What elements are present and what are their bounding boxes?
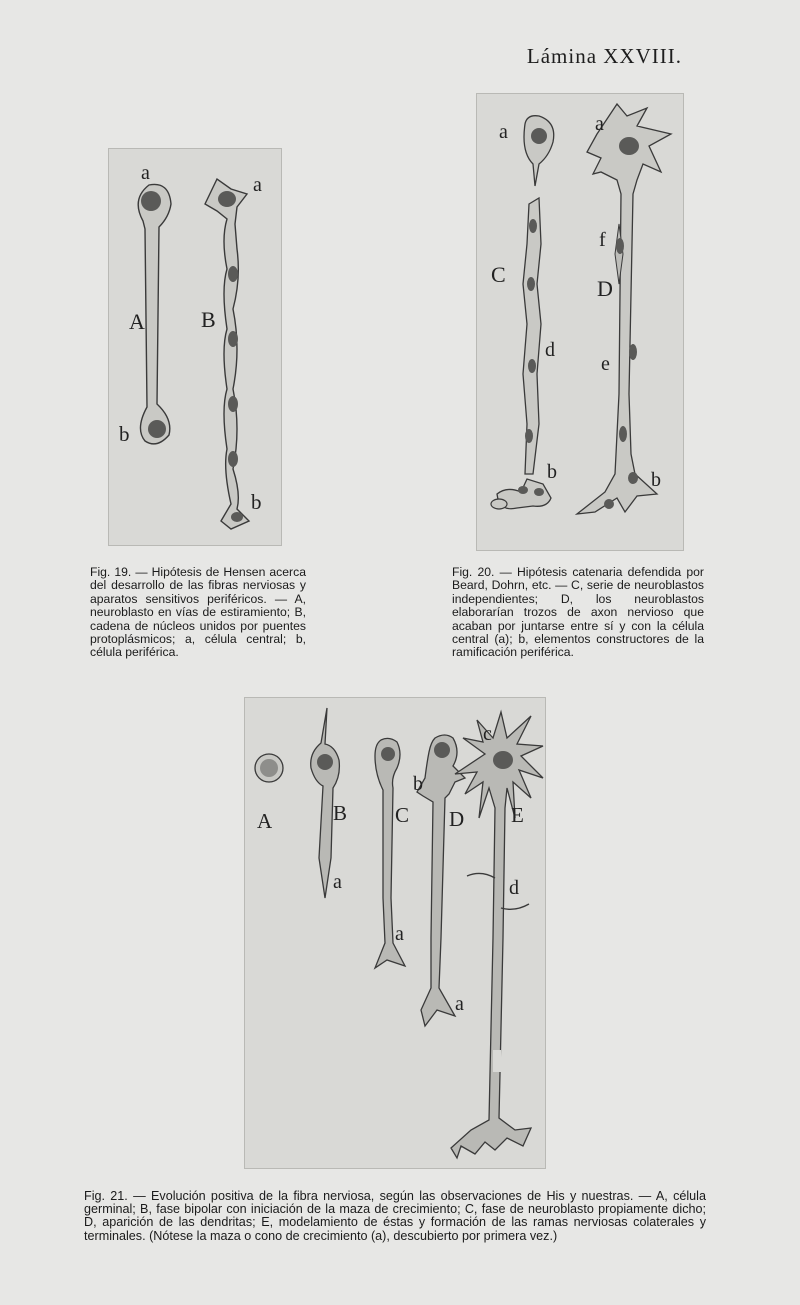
fig21-label-C: C [395, 803, 410, 827]
fig19-label-a-right: a [253, 174, 262, 196]
germinal-cell-a [255, 754, 283, 782]
neuron-with-dendrites-d [417, 735, 465, 1026]
fig20-label-b-left: b [547, 461, 557, 483]
fig21-label-c: c [483, 723, 492, 745]
fig19-label-B: B [201, 307, 216, 332]
figure-20-caption: Fig. 20. — Hipótesis catenaria defendida por Beard, Dohrn, etc. — C, serie de neuroblastos independientes; D, los neuroblastos elaborarían trozos de axon nervioso que acaban por juntarse entre sí y con la célula central (a); b, elementos constructores de la ramificación periférica. [452, 565, 704, 660]
plate-title: Lámina XXVIII. [526, 44, 682, 68]
fig21-label-B: B [333, 801, 348, 825]
fig20-label-e: e [601, 353, 610, 375]
fig21-label-b: b [413, 773, 423, 795]
fig20-label-d: d [545, 339, 555, 361]
fig21-label-a-3: a [455, 993, 464, 1015]
neuron-d-chain [577, 104, 671, 514]
fig19-label-b-left: b [119, 422, 130, 446]
fig19-label-A: A [129, 309, 145, 334]
fig21-label-D: D [449, 807, 465, 831]
figure-19-caption: Fig. 19. — Hipótesis de Hensen acerca del desarrollo de las fibras nerviosas y aparatos sensitivos periféricos. — A, neuroblasto en vías de estiramiento; B, cadena de núcleos unidos por puentes protoplásmicos; a, célula central; b, célula periférica. [90, 565, 306, 660]
fig20-label-D: D [597, 276, 613, 301]
fig21-label-a-2: a [395, 923, 404, 945]
figure-21-illustration [244, 697, 546, 1169]
figure-20-illustration [476, 93, 684, 551]
fig20-label-a-left: a [499, 121, 508, 143]
fig21-label-d: d [509, 877, 519, 899]
figure-21-drawing [245, 698, 545, 1168]
fig21-label-A: A [257, 809, 273, 833]
figure-19-illustration [108, 148, 282, 546]
figure-21-caption: Fig. 21. — Evolución positiva de la fibra nerviosa, según las observaciones de His y nuestras. — A, célula germinal; B, fase bipolar con iniciación de la maza de crecimiento; C, fase de neuroblasto propiamente dicho; D, aparición de las dendritas; E, modelamiento de éstas y formación de las ramas nerviosas colaterales y terminales. (Nótese la maza o cono de crecimiento (a), descubierto por primera vez.) [84, 1189, 706, 1243]
fig19-label-a-left: a [141, 162, 150, 184]
fig20-label-f: f [599, 229, 606, 251]
fig21-label-a-1: a [333, 871, 342, 893]
fig21-label-E: E [511, 803, 524, 827]
fig20-label-a-right: a [595, 113, 604, 135]
mature-neuron-e [451, 712, 543, 1158]
figure-20-drawing [477, 94, 683, 550]
nuclear-chain-b [205, 179, 249, 529]
figure-19-drawing [109, 149, 281, 545]
fig20-label-C: C [491, 262, 506, 287]
fig19-label-b-right: b [251, 490, 262, 514]
fig20-label-b-right: b [651, 469, 661, 491]
independent-neuroblasts-c [491, 116, 554, 509]
